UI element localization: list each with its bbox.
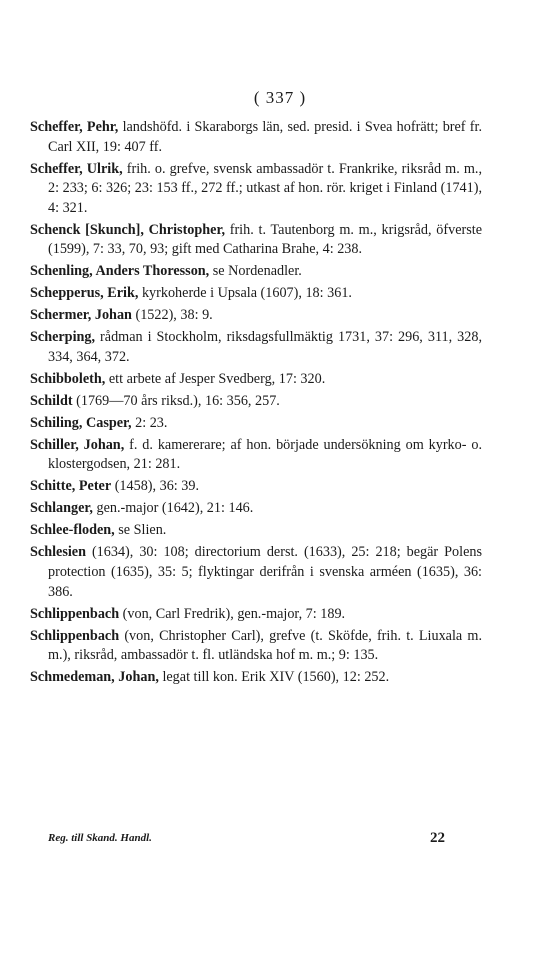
entry-text: frih. t. Tautenborg m. m., krigsråd, öfverste (1599), 7: 33, 70, 93; gift med Catharina Brahe, 4: 238.	[48, 221, 482, 258]
entry-heading: Schermer, Johan	[30, 307, 132, 324]
index-entry	[30, 284, 482, 304]
index-entry	[30, 477, 482, 497]
entry-text: frih. o. grefve, svensk ambassadör t. Frankrike, riksråd m. m., 2: 233; 6: 326; 23: 153 ff., 272 ff.; utkast af hon. rör. kriget i Finland (1741), 4: 321.	[48, 160, 482, 216]
entry-text: 2: 23.	[131, 414, 168, 431]
entry-heading: Schitte, Peter	[30, 478, 112, 495]
entry-heading: Schibboleth,	[30, 370, 106, 387]
entry-text: (1458), 36: 39.	[111, 478, 200, 495]
entry-heading: Schmedeman, Johan,	[30, 669, 159, 686]
entry-text: se Slien.	[114, 522, 167, 539]
index-entry	[30, 392, 482, 412]
entry-heading: Schenling, Anders Thoresson,	[30, 263, 210, 280]
entry-heading: Schiling, Casper,	[30, 414, 132, 431]
index-entry	[30, 118, 482, 157]
page-number: ( 337 )	[253, 88, 307, 107]
entry-heading: Schlesien	[30, 544, 86, 561]
index-entry	[30, 262, 482, 282]
entry-heading: Schlanger,	[30, 500, 93, 517]
index-entry	[30, 370, 482, 390]
entry-heading: Scheffer, Pehr,	[30, 119, 119, 135]
index-entry	[30, 499, 482, 519]
entry-heading: Schiller, Johan,	[30, 436, 125, 453]
signature-mark: Reg. till Skand. Handl.	[48, 832, 152, 844]
entry-text: f. d. kamererare; af hon. började undersökning om kyrko- o. klostergodsen, 21: 281.	[48, 436, 482, 473]
page-footer	[48, 832, 445, 844]
index-entry	[30, 668, 482, 688]
signature-number: 22	[430, 830, 445, 846]
index-entry	[30, 414, 482, 434]
index-entry	[30, 543, 482, 602]
entry-heading: Schlee-floden,	[30, 522, 115, 539]
index-entry	[30, 221, 482, 260]
entry-text: kyrkoherde i Upsala (1607), 18: 361.	[138, 285, 352, 302]
index-entry	[30, 627, 482, 666]
index-entry	[30, 328, 482, 367]
entry-text: ett arbete af Jesper Svedberg, 17: 320.	[105, 370, 326, 387]
index-entry	[30, 436, 482, 475]
entry-text: rådman i Stockholm, riksdagsfullmäktig 1731, 37: 296, 311, 328, 334, 364, 372.	[48, 329, 482, 365]
index-entry	[30, 521, 482, 541]
entry-text: (von, Carl Fredrik), gen.-major, 7: 189.	[119, 605, 346, 622]
entry-text: landshöfd. i Skaraborgs län, sed. presid. i Svea hofrätt; bref fr. Carl XII, 19: 407 ff.	[48, 119, 482, 155]
entry-text: (1634), 30: 108; directorium derst. (1633), 25: 218; begär Polens protection (1635), 35: 5; flyktingar derifrån i svenska arméen (1635), 36: 386.	[48, 544, 482, 600]
index-entry	[30, 306, 482, 326]
entry-heading: Schenck [Skunch], Christopher,	[30, 221, 225, 238]
entry-text: legat till kon. Erik XIV (1560), 12: 252.	[158, 669, 390, 686]
entry-text: gen.-major (1642), 21: 146.	[92, 500, 254, 517]
entry-heading: Schlippenbach	[30, 627, 120, 644]
entry-text: (von, Christopher Carl), grefve (t. Sköfde, frih. t. Liuxala m. m.), riksråd, ambassadör t. fl. utländska hof m. m.; 9: 135.	[48, 627, 482, 664]
entry-heading: Schepperus, Erik,	[30, 285, 139, 302]
entry-heading: Schlippenbach	[30, 605, 120, 622]
entry-heading: Scherping,	[30, 329, 96, 346]
entry-text: se Nordenadler.	[209, 263, 302, 280]
entry-text: (1522), 38: 9.	[131, 307, 213, 324]
entry-heading: Schildt	[30, 392, 73, 409]
entry-heading: Scheffer, Ulrik,	[30, 160, 123, 177]
entry-text: (1769—70 års riksd.), 16: 356, 257.	[72, 392, 280, 409]
index-entry	[30, 160, 482, 219]
index-entry	[30, 605, 482, 625]
index-entries	[30, 118, 482, 690]
